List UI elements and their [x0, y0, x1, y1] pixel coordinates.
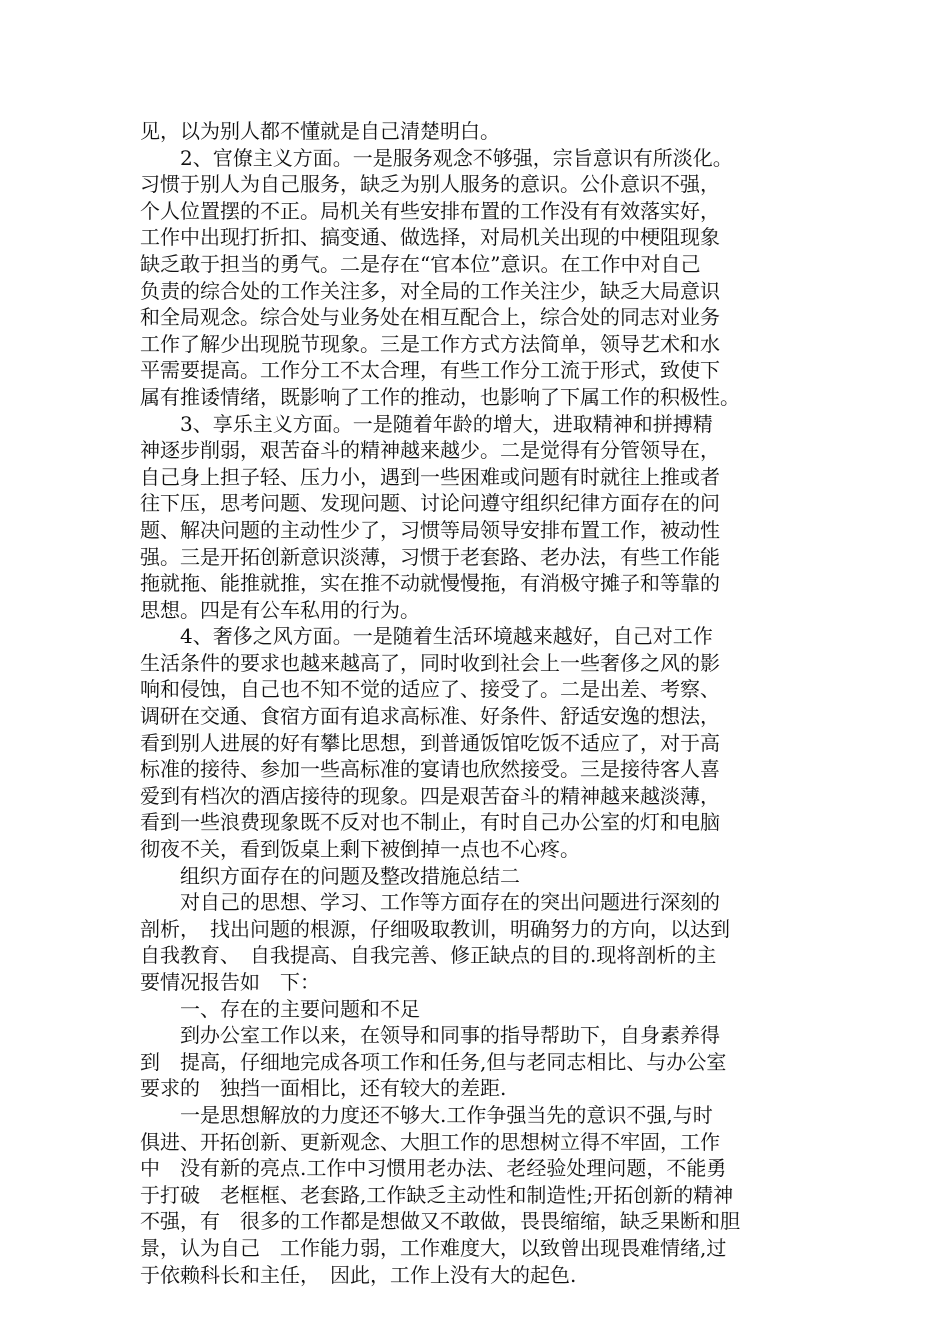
document-body: [140, 118, 840, 1288]
text-line: 拖就拖、能推就推，实在推不动就慢慢拖，有消极守摊子和等靠的: [140, 571, 720, 596]
text-line: 看到别人进展的好有攀比思想，到普通饭馆吃饭不适应了，对于高: [140, 730, 720, 755]
text-line: 负责的综合处的工作关注多，对全局的工作关注少，缺乏大局意识: [140, 278, 720, 303]
text-line: 响和侵蚀，自己也不知不觉的适应了、接受了。二是出差、考察、: [140, 677, 720, 702]
text-line: 强。三是开拓创新意识淡薄，习惯于老套路、老办法，有些工作能: [140, 544, 720, 569]
text-line: 标准的接待、参加一些高标准的宴请也欣然接受。三是接待客人喜: [140, 757, 720, 782]
text-line: 习惯于别人为自己服务，缺乏为别人服务的意识。公仆意识不强，: [140, 172, 720, 197]
text-line: 神逐步削弱，艰苦奋斗的精神越来越少。二是觉得有分管领导在，: [140, 438, 720, 463]
text-line: 往下压，思考问题、发现问题、讨论问遵守组织纪律方面存在的问: [140, 491, 720, 516]
text-line: 于依赖科长和主任， 因此，工作上没有大的起色.: [140, 1262, 577, 1287]
text-line: 一是思想解放的力度还不够大.工作争强当先的意识不强,与时: [140, 1102, 713, 1127]
text-line: 工作了解少出现脱节现象。三是工作方式方法简单，领导艺术和水: [140, 331, 720, 356]
text-line: 自我教育、 自我提高、自我完善、修正缺点的目的.现将剖析的主: [140, 943, 717, 968]
text-line: 个人位置摆的不正。局机关有些安排布置的工作没有有效落实好，: [140, 198, 720, 223]
text-line: 彻夜不关，看到饭桌上剩下被倒掉一点也不心疼。: [140, 837, 580, 862]
text-line: 中 没有新的亮点.工作中习惯用老办法、老经验处理问题，不能勇: [140, 1156, 727, 1181]
text-line: 调研在交通、食宿方面有追求高标准、好条件、舒适安逸的想法，: [140, 704, 720, 729]
text-line: 俱进、开拓创新、更新观念、大胆工作的思想树立得不牢固，工作: [140, 1129, 720, 1154]
text-line: 于打破 老框框、老套路,工作缺乏主动性和制造性;开拓创新的精神: [140, 1182, 734, 1207]
text-line: 题、解决问题的主动性少了，习惯等局领导安排布置工作，被动性: [140, 517, 720, 542]
text-line: 3、享乐主义方面。一是随着年龄的增大，进取精神和拼搏精: [140, 411, 713, 436]
text-line: 要求的 独挡一面相比，还有较大的差距.: [140, 1076, 507, 1101]
text-line: 要情况报告如 下：: [140, 970, 320, 994]
text-line: 缺乏敢于担当的勇气。二是存在“官本位”意识。在工作中对自己: [140, 251, 701, 276]
text-line: 平需要提高。工作分工不太合理，有些工作分工流于形式，致使下: [140, 358, 720, 383]
text-line: 生活条件的要求也越来越高了，同时收到社会上一些奢侈之风的影: [140, 650, 720, 675]
text-line: 2、官僚主义方面。一是服务观念不够强，宗旨意识有所淡化。: [140, 145, 733, 170]
text-line: 景，认为自己 工作能力弱，工作难度大，以致曾出现畏难情绪,过: [140, 1235, 727, 1260]
section-heading: 组织方面存在的问题及整改措施总结二: [140, 863, 520, 888]
text-line: 剖析， 找出问题的根源，仔细吸取教训，明确努力的方向，以达到: [140, 916, 730, 941]
text-line: 工作中出现打折扣、搞变通、做选择，对局机关出现的中梗阻现象: [140, 225, 720, 250]
text-line: 思想。四是有公车私用的行为。: [140, 597, 420, 622]
text-line: 自己身上担子轻、压力小，遇到一些困难或问题有时就往上推或者: [140, 464, 720, 489]
text-line: 不强，有 很多的工作都是想做又不敢做，畏畏缩缩，缺乏果断和胆: [140, 1209, 740, 1234]
text-line: 见，以为别人都不懂就是自己清楚明白。: [140, 119, 500, 143]
section-heading: 一、存在的主要问题和不足: [140, 996, 420, 1021]
text-line: 和全局观念。综合处与业务处在相互配合上，综合处的同志对业务: [140, 305, 720, 330]
text-line: 到 提高，仔细地完成各项工作和任务,但与老同志相比、与办公室: [140, 1049, 727, 1074]
text-line: 看到一些浪费现象既不反对也不制止，有时自己办公室的灯和电脑: [140, 810, 720, 835]
text-line: 到办公室工作以来，在领导和同事的指导帮助下，自身素养得: [140, 1023, 720, 1048]
text-line: 对自己的思想、学习、工作等方面存在的突出问题进行深刻的: [140, 890, 720, 915]
text-line: 爱到有档次的酒店接待的现象。四是艰苦奋斗的精神越来越淡薄，: [140, 783, 720, 808]
text-line: 4、奢侈之风方面。一是随着生活环境越来越好，自己对工作: [140, 624, 713, 649]
text-line: 属有推诿情绪，既影响了工作的推动，也影响了下属工作的积极性。: [140, 384, 740, 409]
